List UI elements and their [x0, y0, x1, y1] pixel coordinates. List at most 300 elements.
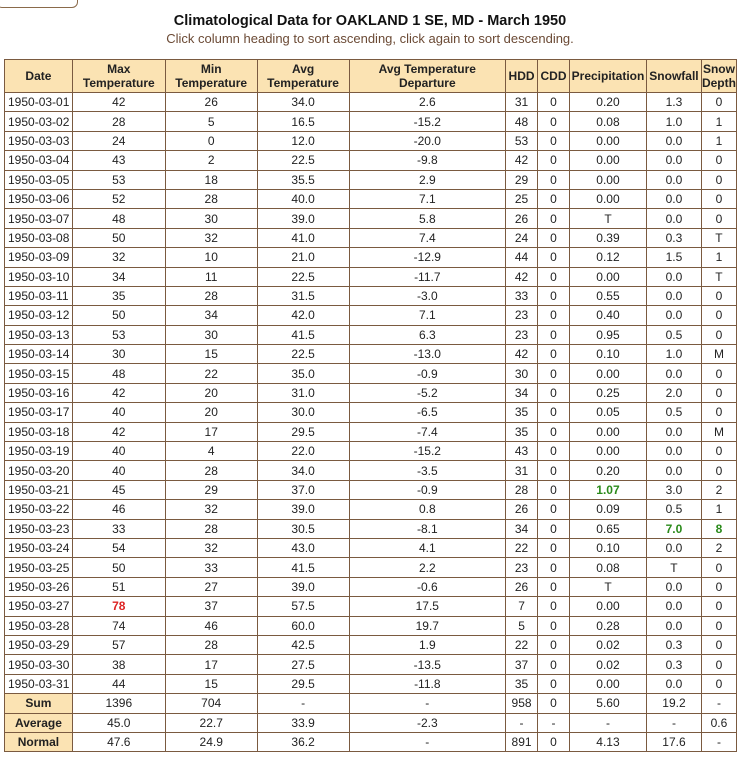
cell-date: 1950-03-15: [5, 364, 73, 383]
cell-snow-depth: 2: [701, 538, 736, 557]
cell-avg-temperature-departure: -3.0: [349, 286, 506, 305]
table-row: [5, 538, 737, 557]
cell-cdd: 0: [538, 209, 570, 228]
cell-snow-depth: 0: [701, 461, 736, 480]
cell-precipitation: 0.00: [570, 422, 647, 441]
cell-snowfall: 0.0: [646, 442, 701, 461]
cell-avg-temperature: 57.5: [257, 597, 349, 616]
cell-cdd: 0: [538, 248, 570, 267]
cell-snowfall: 0.0: [646, 306, 701, 325]
table-row: [5, 189, 737, 208]
cell-date: 1950-03-23: [5, 519, 73, 538]
cell-max-temperature: 34: [72, 267, 165, 286]
cell-cdd: 0: [538, 597, 570, 616]
cell-cdd: 0: [538, 635, 570, 654]
cell-precipitation: 0.39: [570, 228, 647, 247]
cell-min-temperature: 34: [165, 306, 257, 325]
cell-min-temperature: 0: [165, 131, 257, 150]
column-header-label: Snow: [702, 62, 735, 76]
cell-cdd: 0: [538, 674, 570, 693]
cell-snowfall: 0.0: [646, 674, 701, 693]
cell-max-temperature: 53: [72, 325, 165, 344]
cell-avg-temperature-departure: -7.4: [349, 422, 506, 441]
cell-max-temperature: 40: [72, 442, 165, 461]
cell-max-temperature: 42: [72, 93, 165, 112]
cell-precipitation: 0.09: [570, 500, 647, 519]
table-row: [5, 306, 737, 325]
cell-snow-depth: 0: [701, 286, 736, 305]
cell-max-temperature: 32: [72, 248, 165, 267]
summary-cell-min-temperature: 22.7: [165, 713, 257, 732]
summary-cell-hdd: -: [506, 713, 538, 732]
column-header-max-temperature[interactable]: [72, 60, 165, 93]
cell-snow-depth: 0: [701, 383, 736, 402]
cell-date: 1950-03-06: [5, 189, 73, 208]
cell-min-temperature: 28: [165, 189, 257, 208]
column-header-date[interactable]: [5, 60, 73, 93]
table-row: [5, 519, 737, 538]
cell-snowfall: 0.0: [646, 189, 701, 208]
table-row: [5, 674, 737, 693]
cell-avg-temperature: 60.0: [257, 616, 349, 635]
column-header-hdd[interactable]: [506, 60, 538, 93]
cell-date: 1950-03-21: [5, 480, 73, 499]
cell-avg-temperature: 39.0: [257, 500, 349, 519]
cell-snowfall: 0.0: [646, 267, 701, 286]
table-row: [5, 345, 737, 364]
cell-date: 1950-03-04: [5, 151, 73, 170]
cell-hdd: 34: [506, 519, 538, 538]
cell-snowfall: 0.0: [646, 577, 701, 596]
cell-cdd: 0: [538, 170, 570, 189]
summary-cell-precipitation: 5.60: [570, 694, 647, 713]
cell-date: 1950-03-18: [5, 422, 73, 441]
cell-min-temperature: 27: [165, 577, 257, 596]
cell-max-temperature: 40: [72, 403, 165, 422]
cell-snow-depth: 1: [701, 500, 736, 519]
table-row: [5, 500, 737, 519]
table-row: [5, 170, 737, 189]
column-header-label: Departure: [398, 76, 456, 90]
cell-snow-depth: 1: [701, 248, 736, 267]
summary-cell-snow-depth: -: [701, 694, 736, 713]
cell-avg-temperature: 41.5: [257, 558, 349, 577]
cell-precipitation: 0.10: [570, 345, 647, 364]
summary-cell-avg-temperature-departure: -2.3: [349, 713, 506, 732]
cell-cdd: 0: [538, 422, 570, 441]
cell-hdd: 35: [506, 422, 538, 441]
cell-avg-temperature: 34.0: [257, 461, 349, 480]
cell-cdd: 0: [538, 500, 570, 519]
cell-max-temperature: 52: [72, 189, 165, 208]
cell-date: 1950-03-28: [5, 616, 73, 635]
summary-cell-snow-depth: 0.6: [701, 713, 736, 732]
cell-snowfall: 0.0: [646, 286, 701, 305]
cell-snowfall: 0.3: [646, 635, 701, 654]
cell-min-temperature: 2: [165, 151, 257, 170]
cell-snow-depth: 0: [701, 403, 736, 422]
cell-cdd: 0: [538, 577, 570, 596]
cell-snow-depth: T: [701, 228, 736, 247]
cell-precipitation: 0.20: [570, 93, 647, 112]
cell-hdd: 23: [506, 306, 538, 325]
summary-row-average: [5, 713, 737, 732]
cell-avg-temperature: 42.0: [257, 306, 349, 325]
cell-precipitation: 0.02: [570, 655, 647, 674]
cell-date: 1950-03-29: [5, 635, 73, 654]
cell-precipitation: 0.00: [570, 267, 647, 286]
cell-hdd: 26: [506, 209, 538, 228]
cell-date: 1950-03-20: [5, 461, 73, 480]
cell-snowfall: 0.5: [646, 500, 701, 519]
cell-avg-temperature-departure: -6.5: [349, 403, 506, 422]
cell-avg-temperature: 39.0: [257, 209, 349, 228]
cell-min-temperature: 17: [165, 655, 257, 674]
cell-hdd: 29: [506, 170, 538, 189]
cell-min-temperature: 11: [165, 267, 257, 286]
cell-avg-temperature: 29.5: [257, 674, 349, 693]
column-header-label: Precipitation: [571, 69, 645, 83]
cell-max-temperature: 53: [72, 170, 165, 189]
cell-cdd: 0: [538, 345, 570, 364]
cell-precipitation: 0.65: [570, 519, 647, 538]
cell-snow-depth: 2: [701, 480, 736, 499]
cell-hdd: 42: [506, 151, 538, 170]
cell-hdd: 42: [506, 267, 538, 286]
climate-data-table: [4, 59, 737, 752]
cell-hdd: 7: [506, 597, 538, 616]
cell-avg-temperature-departure: 5.8: [349, 209, 506, 228]
cell-max-temperature: 50: [72, 228, 165, 247]
summary-cell-avg-temperature-departure: -: [349, 694, 506, 713]
cell-hdd: 5: [506, 616, 538, 635]
cell-avg-temperature-departure: 7.1: [349, 306, 506, 325]
column-header-snow-depth[interactable]: [701, 60, 736, 93]
cell-max-temperature: 28: [72, 112, 165, 131]
cell-cdd: 0: [538, 558, 570, 577]
cell-snowfall: 0.0: [646, 616, 701, 635]
cell-snowfall: 0.5: [646, 403, 701, 422]
cell-cdd: 0: [538, 189, 570, 208]
cell-snowfall: 0.0: [646, 131, 701, 150]
cell-avg-temperature-departure: -0.9: [349, 480, 506, 499]
cell-snow-depth: 0: [701, 93, 736, 112]
cell-date: 1950-03-05: [5, 170, 73, 189]
cell-precipitation: 0.00: [570, 442, 647, 461]
cell-min-temperature: 28: [165, 461, 257, 480]
cell-snow-depth: 0: [701, 577, 736, 596]
cell-cdd: 0: [538, 480, 570, 499]
column-header-label: Snowfall: [649, 69, 699, 83]
table-row: [5, 480, 737, 499]
cell-date: 1950-03-12: [5, 306, 73, 325]
cell-date: 1950-03-27: [5, 597, 73, 616]
summary-cell-max-temperature: 45.0: [72, 713, 165, 732]
cell-avg-temperature: 29.5: [257, 422, 349, 441]
cell-cdd: 0: [538, 306, 570, 325]
cell-snow-depth: 0: [701, 674, 736, 693]
summary-cell-snowfall: 17.6: [646, 732, 701, 751]
cell-avg-temperature-departure: -15.2: [349, 112, 506, 131]
cell-snowfall: 0.0: [646, 151, 701, 170]
cell-max-temperature: 42: [72, 422, 165, 441]
cell-snow-depth: 0: [701, 655, 736, 674]
cell-snowfall: 0.5: [646, 325, 701, 344]
cell-avg-temperature: 41.0: [257, 228, 349, 247]
cell-avg-temperature: 34.0: [257, 93, 349, 112]
cell-cdd: 0: [538, 383, 570, 402]
cell-cdd: 0: [538, 442, 570, 461]
page-title: Climatological Data for OAKLAND 1 SE, MD - March 1950: [173, 13, 567, 29]
column-header-label: Avg Temperature: [378, 62, 476, 76]
cell-precipitation: 0.05: [570, 403, 647, 422]
cell-hdd: 26: [506, 577, 538, 596]
cell-avg-temperature-departure: -5.2: [349, 383, 506, 402]
cell-avg-temperature: 35.0: [257, 364, 349, 383]
cell-snow-depth: 0: [701, 325, 736, 344]
cell-snowfall: 0.0: [646, 364, 701, 383]
summary-cell-avg-temperature: 36.2: [257, 732, 349, 751]
cell-precipitation: 0.28: [570, 616, 647, 635]
cell-cdd: 0: [538, 112, 570, 131]
cell-avg-temperature: 22.5: [257, 345, 349, 364]
cell-snow-depth: 0: [701, 635, 736, 654]
cell-snow-depth: 0: [701, 189, 736, 208]
cell-max-temperature: 48: [72, 209, 165, 228]
cell-avg-temperature-departure: 2.9: [349, 170, 506, 189]
cell-snowfall: 0.0: [646, 538, 701, 557]
cell-snow-depth: 0: [701, 616, 736, 635]
cell-max-temperature: 54: [72, 538, 165, 557]
cell-precipitation: 0.00: [570, 674, 647, 693]
summary-cell-cdd: -: [538, 713, 570, 732]
column-header-precipitation[interactable]: [570, 60, 647, 93]
summary-cell-min-temperature: 704: [165, 694, 257, 713]
cell-avg-temperature-departure: -15.2: [349, 442, 506, 461]
summary-cell-avg-temperature: 33.9: [257, 713, 349, 732]
cell-snow-depth: M: [701, 422, 736, 441]
column-header-min-temperature[interactable]: [165, 60, 257, 93]
table-row: [5, 616, 737, 635]
cell-hdd: 44: [506, 248, 538, 267]
cell-date: 1950-03-01: [5, 93, 73, 112]
column-header-label: Min: [200, 62, 222, 76]
cell-snow-depth: M: [701, 345, 736, 364]
cell-cdd: 0: [538, 616, 570, 635]
cell-avg-temperature-departure: -13.0: [349, 345, 506, 364]
table-row: [5, 131, 737, 150]
cell-max-temperature: 45: [72, 480, 165, 499]
cell-hdd: 22: [506, 635, 538, 654]
cell-snowfall: 0.0: [646, 461, 701, 480]
toolbar-fragment: [0, 0, 78, 8]
cell-hdd: 24: [506, 228, 538, 247]
cell-snowfall: 0.3: [646, 655, 701, 674]
column-header-avg-temperature[interactable]: [257, 60, 349, 93]
cell-avg-temperature: 16.5: [257, 112, 349, 131]
cell-hdd: 53: [506, 131, 538, 150]
cell-avg-temperature: 30.5: [257, 519, 349, 538]
cell-min-temperature: 29: [165, 480, 257, 499]
cell-cdd: 0: [538, 151, 570, 170]
cell-cdd: 0: [538, 267, 570, 286]
cell-avg-temperature: 22.5: [257, 151, 349, 170]
cell-cdd: 0: [538, 655, 570, 674]
summary-cell-max-temperature: 47.6: [72, 732, 165, 751]
cell-date: 1950-03-25: [5, 558, 73, 577]
table-row: [5, 558, 737, 577]
summary-cell-precipitation: -: [570, 713, 647, 732]
summary-cell-cdd: 0: [538, 732, 570, 751]
cell-max-temperature: 35: [72, 286, 165, 305]
cell-date: 1950-03-31: [5, 674, 73, 693]
cell-snowfall: 0.3: [646, 228, 701, 247]
cell-max-temperature: 51: [72, 577, 165, 596]
cell-hdd: 34: [506, 383, 538, 402]
cell-date: 1950-03-19: [5, 442, 73, 461]
cell-precipitation: 1.07: [570, 480, 647, 499]
cell-avg-temperature: 31.5: [257, 286, 349, 305]
summary-cell-min-temperature: 24.9: [165, 732, 257, 751]
table-row: [5, 112, 737, 131]
cell-max-temperature: 40: [72, 461, 165, 480]
page-subtitle: Click column heading to sort ascending, click again to sort descending.: [166, 31, 574, 46]
cell-precipitation: 0.95: [570, 325, 647, 344]
cell-max-temperature: 43: [72, 151, 165, 170]
column-header-label: Avg: [291, 62, 315, 76]
table-row: [5, 248, 737, 267]
cell-avg-temperature-departure: -11.8: [349, 674, 506, 693]
table-row: [5, 209, 737, 228]
cell-avg-temperature-departure: -20.0: [349, 131, 506, 150]
cell-hdd: 33: [506, 286, 538, 305]
cell-hdd: 42: [506, 345, 538, 364]
cell-precipitation: 0.08: [570, 558, 647, 577]
cell-min-temperature: 15: [165, 674, 257, 693]
cell-min-temperature: 20: [165, 403, 257, 422]
cell-avg-temperature-departure: -0.6: [349, 577, 506, 596]
cell-date: 1950-03-30: [5, 655, 73, 674]
cell-cdd: 0: [538, 286, 570, 305]
summary-cell-snowfall: -: [646, 713, 701, 732]
cell-avg-temperature-departure: 7.1: [349, 189, 506, 208]
cell-avg-temperature-departure: -0.9: [349, 364, 506, 383]
cell-avg-temperature: 43.0: [257, 538, 349, 557]
cell-cdd: 0: [538, 364, 570, 383]
cell-precipitation: 0.25: [570, 383, 647, 402]
cell-cdd: 0: [538, 228, 570, 247]
cell-snowfall: 1.3: [646, 93, 701, 112]
cell-hdd: 37: [506, 655, 538, 674]
cell-avg-temperature: 31.0: [257, 383, 349, 402]
cell-avg-temperature: 27.5: [257, 655, 349, 674]
cell-min-temperature: 28: [165, 635, 257, 654]
table-row: [5, 364, 737, 383]
column-header-label: CDD: [540, 69, 567, 83]
cell-cdd: 0: [538, 131, 570, 150]
summary-label: Normal: [5, 732, 73, 751]
cell-avg-temperature: 35.5: [257, 170, 349, 189]
table-row: [5, 267, 737, 286]
cell-cdd: 0: [538, 519, 570, 538]
summary-row-normal: [5, 732, 737, 751]
cell-min-temperature: 5: [165, 112, 257, 131]
column-header-avg-temperature-departure[interactable]: [349, 60, 506, 93]
cell-date: 1950-03-13: [5, 325, 73, 344]
summary-cell-cdd: 0: [538, 694, 570, 713]
column-header-snowfall[interactable]: [646, 60, 701, 93]
column-header-label: Date: [25, 69, 52, 83]
table-row: [5, 325, 737, 344]
cell-min-temperature: 20: [165, 383, 257, 402]
cell-date: 1950-03-17: [5, 403, 73, 422]
cell-cdd: 0: [538, 538, 570, 557]
cell-snowfall: 1.5: [646, 248, 701, 267]
cell-snow-depth: 0: [701, 597, 736, 616]
summary-cell-max-temperature: 1396: [72, 694, 165, 713]
summary-row-sum: [5, 694, 737, 713]
column-header-label: Temperature: [82, 76, 155, 90]
column-header-cdd[interactable]: [538, 60, 570, 93]
cell-snow-depth: 0: [701, 170, 736, 189]
cell-cdd: 0: [538, 93, 570, 112]
cell-max-temperature: 42: [72, 383, 165, 402]
cell-snow-depth: 0: [701, 209, 736, 228]
cell-avg-temperature: 39.0: [257, 577, 349, 596]
cell-hdd: 23: [506, 325, 538, 344]
summary-cell-hdd: 891: [506, 732, 538, 751]
cell-max-temperature: 78: [72, 597, 165, 616]
cell-snow-depth: 8: [701, 519, 736, 538]
cell-hdd: 31: [506, 461, 538, 480]
cell-snow-depth: 0: [701, 306, 736, 325]
cell-snow-depth: T: [701, 267, 736, 286]
cell-hdd: 31: [506, 93, 538, 112]
cell-precipitation: 0.00: [570, 364, 647, 383]
table-row: [5, 635, 737, 654]
summary-cell-precipitation: 4.13: [570, 732, 647, 751]
cell-avg-temperature: 22.5: [257, 267, 349, 286]
summary-cell-avg-temperature-departure: -: [349, 732, 506, 751]
cell-hdd: 35: [506, 403, 538, 422]
cell-avg-temperature-departure: 7.4: [349, 228, 506, 247]
cell-hdd: 28: [506, 480, 538, 499]
cell-avg-temperature: 12.0: [257, 131, 349, 150]
cell-hdd: 43: [506, 442, 538, 461]
cell-min-temperature: 15: [165, 345, 257, 364]
cell-precipitation: 0.00: [570, 170, 647, 189]
cell-snow-depth: 1: [701, 131, 736, 150]
cell-snowfall: 0.0: [646, 170, 701, 189]
cell-snow-depth: 0: [701, 558, 736, 577]
cell-min-temperature: 10: [165, 248, 257, 267]
cell-max-temperature: 48: [72, 364, 165, 383]
cell-max-temperature: 50: [72, 306, 165, 325]
cell-avg-temperature-departure: 4.1: [349, 538, 506, 557]
cell-precipitation: 0.12: [570, 248, 647, 267]
cell-snowfall: T: [646, 558, 701, 577]
cell-precipitation: 0.40: [570, 306, 647, 325]
cell-date: 1950-03-08: [5, 228, 73, 247]
cell-avg-temperature-departure: 2.2: [349, 558, 506, 577]
cell-date: 1950-03-03: [5, 131, 73, 150]
cell-min-temperature: 28: [165, 286, 257, 305]
cell-min-temperature: 32: [165, 538, 257, 557]
cell-min-temperature: 32: [165, 228, 257, 247]
table-row: [5, 597, 737, 616]
cell-avg-temperature: 37.0: [257, 480, 349, 499]
cell-snow-depth: 0: [701, 364, 736, 383]
